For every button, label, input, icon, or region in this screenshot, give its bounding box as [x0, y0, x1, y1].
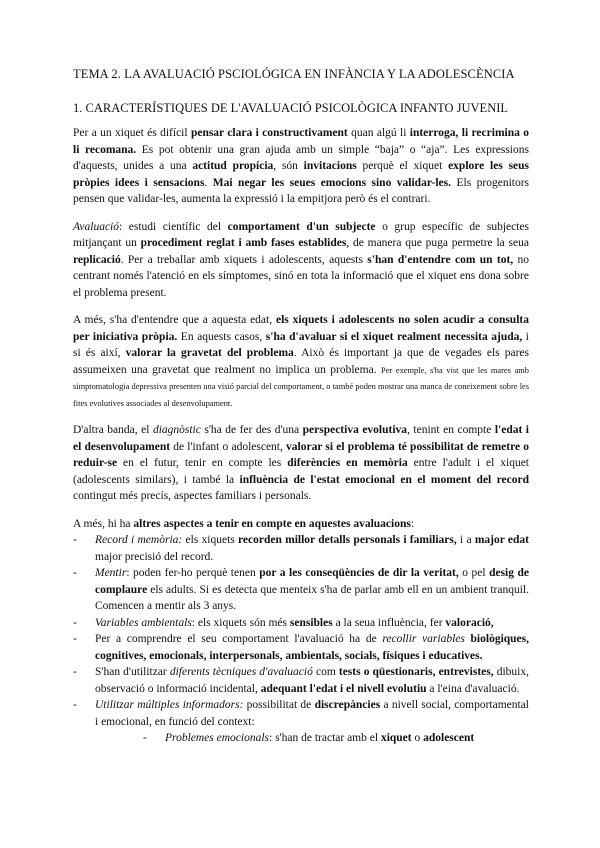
paragraph-definition: Avaluació: estudi científic del comportament d'un subjecte o grup específic de subjectes mitjançant un procediment reglat i amb fases establides, de manera que puga permetre la seua replicació. Per a treballar amb xiquets i adolescents, aquests s'han d'entendre com un tot, no centrant només l'atenció en els símptomes, sinó en tota la informació que el xiquet ens dona sobre el problema present.	[73, 220, 529, 299]
document-title: TEMA 2. LA AVALUACIÓ PSCIOLÓGICA EN INFÀNCIA Y LA ADOLESCÈNCIA	[73, 67, 515, 81]
list-item-memory: - Record i memòria: els xiquets recorden millor detalls personals i familiars, i a major edat major precisió del record.	[73, 532, 529, 565]
sublist-item-emotional: - Problemes emocionals: s'han de tractar amb el xiquet o adolescent	[143, 730, 529, 747]
document-content	[73, 66, 529, 747]
paragraph-aspects: A més, hi ha altres aspectes a tenir en compte en aquestes avaluacions:	[73, 517, 415, 530]
list-item-informants: - Utilitzar múltiples informadors: possibilitat de discrepàncies a nivell social, comportamental i emocional, en funció del context: - Problemes emocionals: s'han de tractar amb el xiquet o adolescent	[73, 697, 529, 747]
informants-sublist	[143, 730, 529, 747]
list-item-techniques: - S'han d'utilitzar diferents tècniques d'avaluació com tests o qüestionaris, entrevistes, dibuix, observació o informació incidental, adequant l'edat i el nivell evolutiu a l'eina d'avaluació.	[73, 664, 529, 697]
list-item-variables: - Per a comprendre el seu comportament l'avaluació ha de recollir variables biològiques, cognitives, emocionals, interpersonals, ambientals, socials, físiques i educatives.	[73, 631, 529, 664]
paragraph-diagnosis: D'altra banda, el diagnòstic s'ha de fer des d'una perspectiva evolutiva, tenint en compte l'edat i el desenvolupament de l'infant o adolescent, valorar si el problema té possibilitat de remetre o reduir-se en el futur, tenir en compte les diferències en memòria entre l'adult i el xiquet (adolescents similars), i també la influència de l'estat emocional en el moment del record contingut més precís, aspectes familiars i personals.	[73, 424, 529, 502]
aspects-list	[73, 532, 529, 747]
small-note: Per exemple, s'ha vist que les mares amb simptomatologia depressiva presenten una visió parcial del comportament, o també poden mostrar una manca de coneixement sobre les fites evolutives associades al desenvolupament.	[73, 365, 529, 408]
list-item-lying: - Mentir: poden fer-ho perquè tenen por a les conseqüències de dir la veritat, o pel desig de complaure els adults. Si es detecta que menteix s'ha de parlar amb ell en un ambient tranquil. Comencen a mentir als 3 anys.	[73, 565, 529, 615]
list-item-environment: - Variables ambientals: els xiquets són més sensibles a la seua influència, fer valoració,	[73, 615, 529, 632]
section-heading: 1. CARACTERÍSTIQUES DE L'AVALUACIÓ PSICOLÒGICA INFANTO JUVENIL	[73, 101, 509, 115]
paragraph-intro: Per a un xiquet és difícil pensar clara i constructivament quan algú li interroga, li recrimina o li recomana. Es pot obtenir una gran ajuda amb un simple “baja” o “aja”. Les expressions d'aquests, unides a una actitud propícia, són invitacions perquè el xiquet explore les seus pròpies idees i sensacions. Mai negar les seues emocions sino validar-les. Els progenitors pensen que validar-les, aumenta la expressió i la empitjora però és el contrari.	[73, 127, 530, 205]
paragraph-consultation: A més, s'ha d'entendre que a aquesta edat, els xiquets i adolescents no solen acudir a consulta per iniciativa pròpia. En aquests casos, s'ha d'avaluar si el xiquet realment necessita ajuda, i si és així, valorar la gravetat del problema. Això és important ja que de vegades els pares assumeixen una gravetat que realment no implica un problema. Per exemple, s'ha vist que les mares amb simptomatologia depressiva presenten una visió parcial del comportament, o també poden mostrar una manca de coneixement sobre les fites evolutives associades al desenvolupament.	[73, 314, 529, 408]
